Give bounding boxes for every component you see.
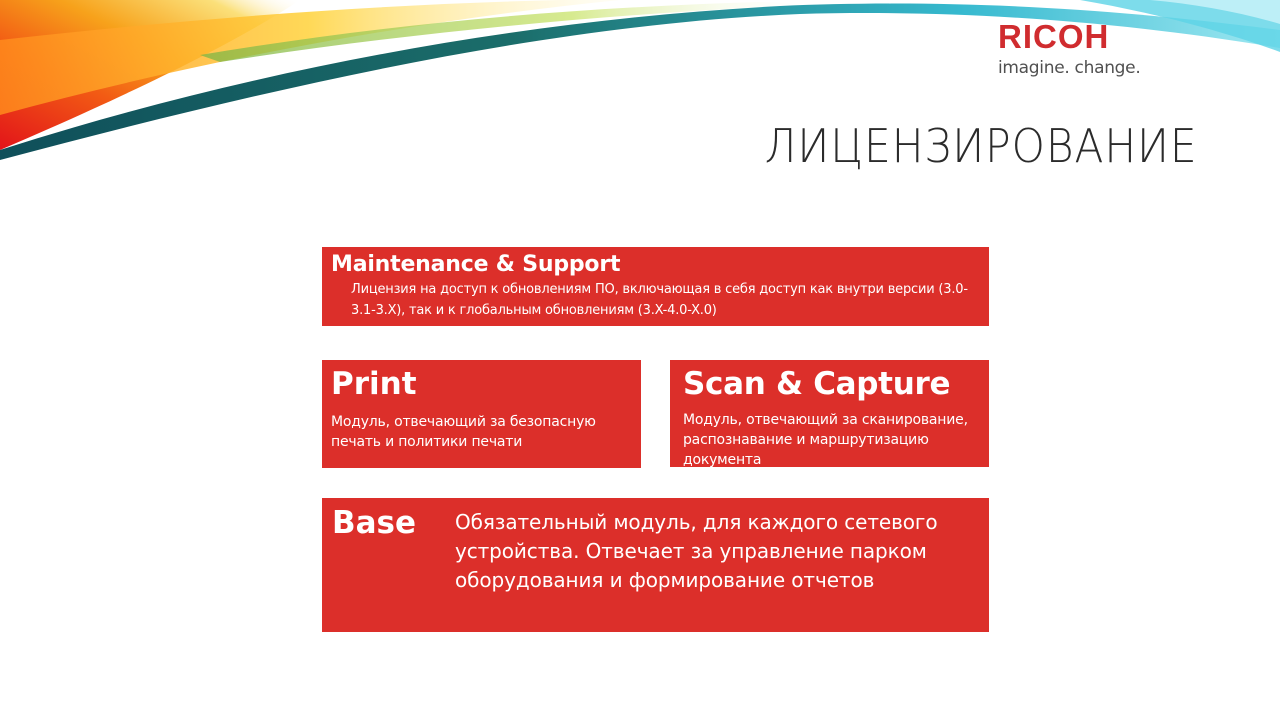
ricoh-logo — [998, 20, 1168, 78]
scan-capture-box — [670, 360, 989, 467]
maintenance-support-box — [322, 247, 989, 326]
maintenance-support-description: Лицензия на доступ к обновлениям ПО, включающая в себя доступ как внутри версии (3.0-3.1-3.X), так и к глобальным обновлениям (3.X-4.0-X.0) — [351, 282, 968, 318]
logo-tagline: imagine. change. — [998, 58, 1141, 78]
base-module-description: Обязательный модуль, для каждого сетевого устройства. Отвечает за управление парком оборудования и формирование отчетов — [455, 510, 938, 592]
base-module-title: Base — [332, 505, 417, 541]
maintenance-support-title: Maintenance & Support — [331, 252, 621, 277]
scan-capture-title: Scan & Capture — [683, 366, 951, 402]
base-module-box — [322, 498, 989, 632]
scan-capture-description: Модуль, отвечающий за сканирование, распознавание и маршрутизацию документа — [683, 412, 968, 467]
print-module-title: Print — [331, 366, 417, 402]
slide-title: ЛИЦЕНЗИРОВАНИЕ — [765, 119, 1198, 173]
print-module-description: Модуль, отвечающий за безопасную печать и политики печати — [331, 414, 596, 450]
print-module-box — [322, 360, 641, 468]
logo-brand-name: RICOH — [998, 18, 1110, 55]
